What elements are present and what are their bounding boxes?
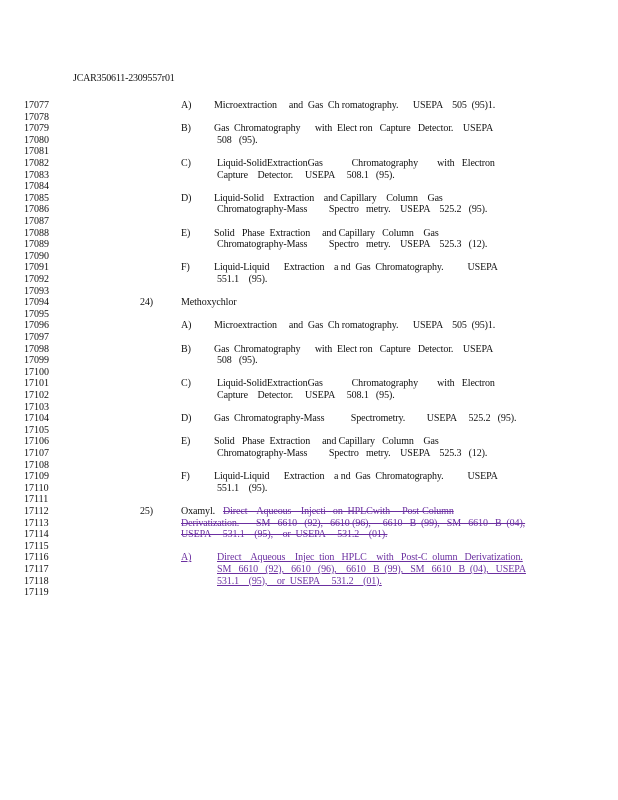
line-number: 17098 [24, 343, 49, 355]
inserted-text: Direct Aqueous Injec tion HPLC with Post-C olumn Derivatization. [217, 552, 523, 564]
line-text: 551.1 (95). [217, 274, 268, 285]
line-number: 17082 [24, 158, 49, 169]
line-number: 17119 [24, 587, 49, 599]
line-text: Methoxychlor [181, 297, 237, 309]
line-number: 17101 [24, 378, 49, 390]
line-number: 17110 [24, 482, 49, 494]
line-number: 17100 [24, 366, 49, 378]
line-number: 17078 [24, 111, 49, 123]
line-text: C) [181, 378, 191, 390]
inserted-text: A) [181, 552, 192, 564]
line-text: 508 (95). [217, 355, 258, 367]
line-text: Liquid-Liquid Extraction a nd Gas Chromatography. USEPA [214, 471, 498, 483]
line-number: 17117 [24, 564, 49, 575]
line-text: Liquid-Liquid Extraction a nd Gas Chromatography. USEPA [214, 262, 498, 274]
deleted-text: USEPA 531.1 (95), or USEPA 531.2 (01). [181, 529, 388, 541]
line-number: 17115 [24, 540, 49, 552]
line-number: 17080 [24, 134, 49, 146]
line-number: 17087 [24, 216, 49, 227]
line-text: D) [181, 192, 192, 204]
line-text: E) [181, 436, 191, 448]
line-number: 17083 [24, 169, 49, 181]
line-number: 17093 [24, 285, 49, 297]
line-number: 17104 [24, 413, 49, 425]
line-text: 25) [140, 506, 154, 517]
line-text: 508 (95). [217, 134, 258, 146]
line-number: 17113 [24, 517, 49, 529]
deleted-text: Direct Aqueous Injecti on HPLCwith Post-Column [223, 506, 454, 517]
line-number: 17091 [24, 262, 49, 274]
line-number: 17114 [24, 529, 49, 541]
line-text: Microextraction and Gas Ch romatography. USEPA 505 (95)1. [214, 320, 496, 332]
line-text: Gas Chromatography-Mass Spectrometry. USEPA 525.2 (95). [214, 413, 517, 425]
line-text: 24) [140, 297, 154, 309]
line-number: 17103 [24, 401, 49, 413]
line-number: 17107 [24, 448, 49, 459]
line-number: 17096 [24, 320, 49, 332]
line-number: 17095 [24, 308, 49, 320]
line-number: 17108 [24, 459, 49, 471]
line-number: 17105 [24, 424, 49, 436]
line-number: 17097 [24, 332, 49, 343]
line-text: Liquid-SolidExtractionGas Chromatography with Electron [217, 378, 495, 390]
line-number: 17092 [24, 274, 49, 285]
line-text: F) [181, 471, 190, 483]
line-text: B) [181, 123, 191, 135]
line-text: Capture Detector. USEPA 508.1 (95). [217, 390, 395, 401]
line-number: 17089 [24, 239, 49, 251]
line-number: 17106 [24, 436, 49, 448]
line-number: 17109 [24, 471, 49, 483]
line-text: Liquid-SolidExtractionGas Chromatography with Electron [217, 158, 495, 169]
line-text: F) [181, 262, 190, 274]
line-number: 17102 [24, 390, 49, 401]
line-text: E) [181, 227, 191, 239]
line-number: 17112 [24, 506, 49, 517]
line-text: Liquid-Solid Extraction and Capillary Column Gas [214, 192, 443, 204]
line-text: Gas Chromatography with Elect ron Capture Detector. USEPA [214, 123, 494, 135]
line-number: 17116 [24, 552, 49, 564]
deleted-text: Derivatization. SM 6610 (92), 6610 (96), 6610 B (99), SM 6610 B (04), [181, 517, 526, 529]
line-number: 17111 [24, 494, 49, 506]
line-number: 17081 [24, 146, 49, 158]
line-text: Solid Phase Extraction and Capillary Column Gas [214, 227, 439, 239]
line-number: 17077 [24, 100, 49, 111]
line-text: D) [181, 413, 192, 425]
line-text: A) [181, 100, 192, 111]
line-text: Capture Detector. USEPA 508.1 (95). [217, 169, 395, 181]
line-text: Microextraction and Gas Ch romatography. USEPA 505 (95)1. [214, 100, 496, 111]
line-text: A) [181, 320, 192, 332]
line-number: 17085 [24, 192, 49, 204]
line-text: Solid Phase Extraction and Capillary Column Gas [214, 436, 439, 448]
line-text: Chromatography-Mass Spectro metry. USEPA 525.2 (95). [217, 204, 488, 216]
line-number: 17086 [24, 204, 49, 216]
line-text: Gas Chromatography with Elect ron Capture Detector. USEPA [214, 343, 494, 355]
inserted-text: SM 6610 (92), 6610 (96), 6610 B (99), SM 6610 B (04), USEPA [217, 564, 526, 575]
line-text: 551.1 (95). [217, 482, 268, 494]
line-number: 17090 [24, 250, 49, 262]
line-number: 17118 [24, 575, 49, 587]
line-number: 17094 [24, 297, 49, 309]
line-number: 17099 [24, 355, 49, 367]
inserted-text: 531.1 (95), or USEPA 531.2 (01). [217, 575, 382, 587]
line-number: 17084 [24, 181, 49, 193]
line-text: Chromatography-Mass Spectro metry. USEPA 525.3 (12). [217, 448, 488, 459]
line-number: 17079 [24, 123, 49, 135]
line-number: 17088 [24, 227, 49, 239]
line-text: C) [181, 158, 191, 169]
line-text: B) [181, 343, 191, 355]
line-text: Oxamyl. [181, 506, 216, 517]
document-id-header: JCAR350611-2309557r01 [73, 73, 175, 84]
line-text: Chromatography-Mass Spectro metry. USEPA 525.3 (12). [217, 239, 488, 251]
